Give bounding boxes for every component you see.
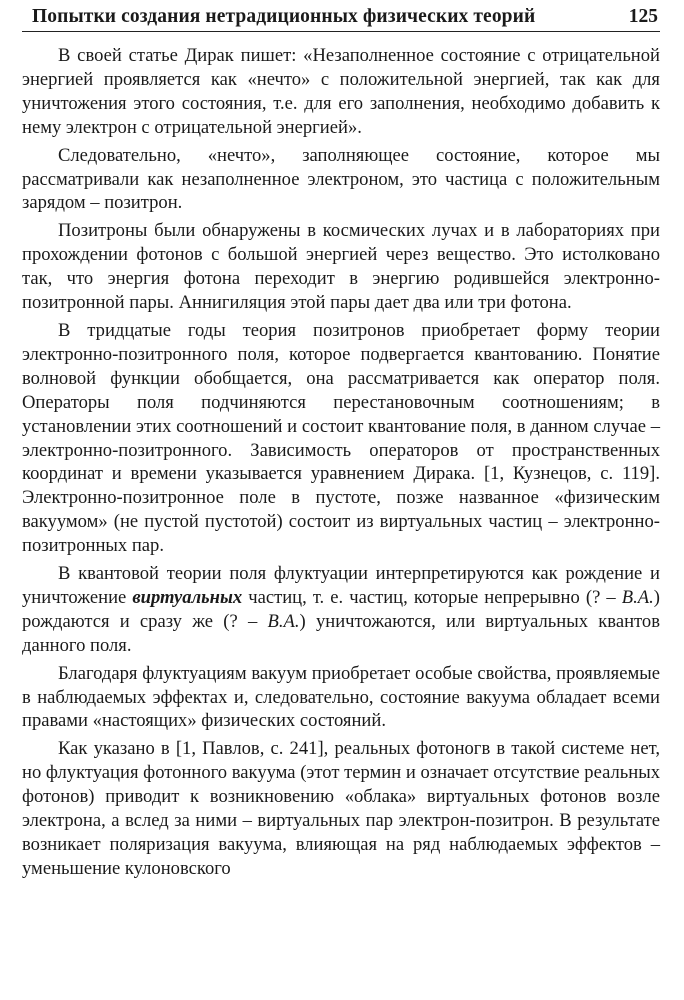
paragraph: Следовательно, «нечто», заполняющее состояние, которое мы рассматривали как незаполненное электроном, это частица с положительным зарядом – позитрон. <box>22 144 660 214</box>
text-run: ) рождаются и сразу же (? – <box>22 586 660 632</box>
page-number: 125 <box>628 6 658 27</box>
author-initials: В.А. <box>621 586 654 608</box>
paragraph: В тридцатые годы теория позитронов приобретает форму теории электронно-позитронного поля, которое подвергается квантованию. Понятие волновой функции обобщается, она рассматривается как оператор поля. Операторы поля подчиняются перестановочным соотношениям; в установлении этих соотношений и состоит квантование поля, в данном случае – электронно-позитронного. Зависимость операторов от пространственных координат и времени указывается уравнением Дирака. [1, Кузнецов, с. 119]. Электронно-позитронное поле в пустоте, позже названное «физическим вакуумом» (не пустой пустотой) состоит из виртуальных частиц – электронно-позитронных пар. <box>22 319 660 557</box>
page-body <box>22 44 660 881</box>
text-run: В квантовой теории поля флуктуации интерпретируются как рождение и уничтожение <box>22 563 660 608</box>
running-header <box>22 6 660 32</box>
paragraph: Как указано в [1, Павлов, с. 241], реальных фотоногв в такой системе нет, но флуктуация фотонного вакуума (этот термин и означает отсутствие реальных фотонов) приводит к возникновению «облака» виртуальных фотонов возле электрона, а вслед за ними – виртуальных пар электрон-позитрон. В результате возникает поляризация вакуума, влияющая на ряд наблюдаемых эффектов – уменьшение кулоновского <box>22 738 660 879</box>
paragraph: Позитроны были обнаружены в космических лучах и в лабораториях при прохождении фотонов с большой энергией через вещество. Это истолковано так, что энергия фотона переходит в энергию родившейся электронно-позитронной пары. Аннигиляция этой пары дает два или три фотона. <box>22 220 660 314</box>
text-run: ) уничтожаются, или виртуальных квантов данного поля. <box>22 610 660 656</box>
paragraph: Благодаря флуктуациям вакуум приобретает особые свойства, проявляемые в наблюдаемых эффектах и, следовательно, состояние вакуума обладает всеми правами «настоящих» физических состояний. <box>22 662 660 732</box>
paragraph <box>22 562 660 658</box>
running-title: Попытки создания нетрадиционных физических теорий <box>32 6 536 27</box>
text-run: частиц, т. е. частиц, которые непрерывно (? – <box>242 586 622 608</box>
paragraph: В своей статье Дирак пишет: «Незаполненное состояние с отрицательной энергией проявляется как «нечто» с положительной энергией, так как для уничтожения этого состояния, т.е. для его заполнения, необходимо добавить к нему электрон с отрицательной энергией». <box>22 45 660 138</box>
author-initials: В.А. <box>267 610 300 632</box>
emphasized-term: виртуальных <box>132 586 243 608</box>
